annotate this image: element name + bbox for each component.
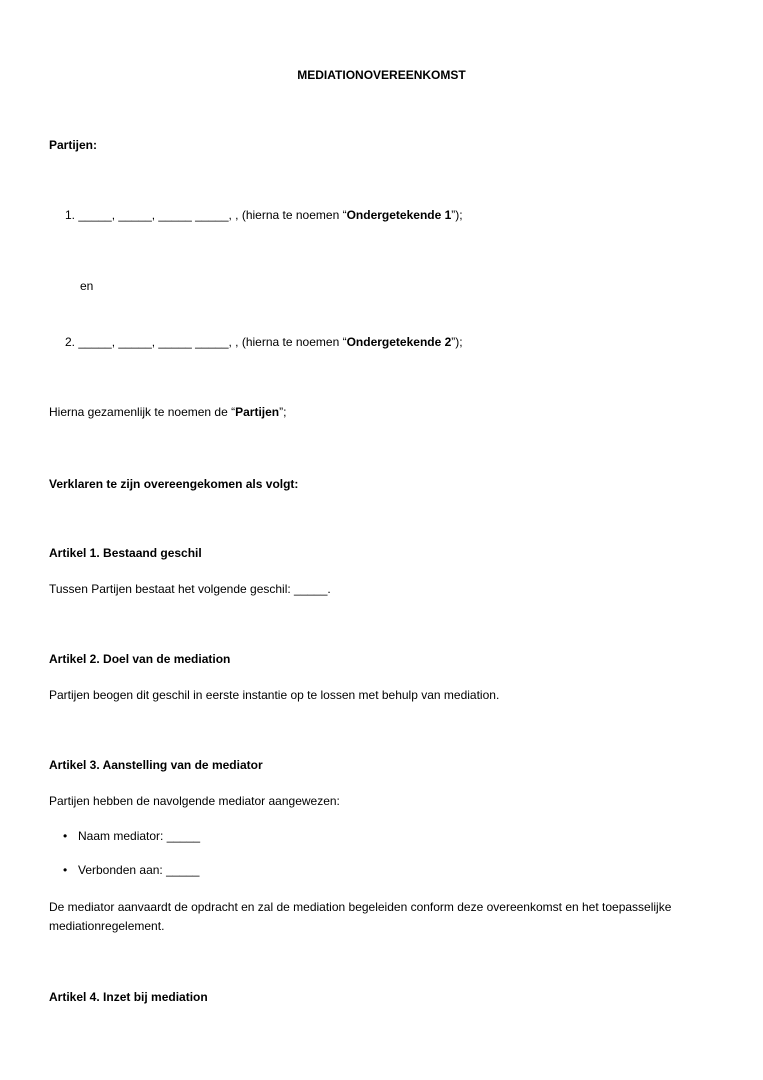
collective-text-after: ”; [279,405,287,419]
party-2-text-after: ”); [451,335,463,349]
article-1-text: Tussen Partijen bestaat het volgende geschil: _____. [49,582,331,596]
collective-label: Partijen [235,405,280,419]
article-3-closing: De mediator aanvaardt de opdracht en zal de mediation begeleiden conform deze overeenkomst en het toepasselijke mediationregelement. [49,900,672,933]
party-1-number: 1. [65,208,76,222]
party-2-number: 2. [65,335,76,349]
article-3-heading: Artikel 3. Aanstelling van de mediator [49,758,263,772]
collective-line [49,404,286,420]
party-2-blanks: _____, _____, _____ _____, , [78,335,239,349]
party-1-line [65,207,463,223]
bullet-text: Naam mediator: _____ [78,829,201,843]
article-1-heading: Artikel 1. Bestaand geschil [49,546,202,560]
list-item [63,862,199,878]
list-item [63,828,200,844]
party-1-label: Ondergetekende 1 [346,208,452,222]
party-2-line [65,334,463,350]
article-4-heading: Artikel 4. Inzet bij mediation [49,990,208,1004]
document-title: MEDIATIONOVEREENKOMST [297,68,466,82]
party-1-text-after: ”); [451,208,463,222]
party-1-blanks: _____, _____, _____ _____, , [78,208,239,222]
party-2-text-before: (hierna te noemen “ [238,335,347,349]
bullet-dot: • [63,863,68,877]
party-2-label: Ondergetekende 2 [346,335,452,349]
bullet-text: Verbonden aan: _____ [78,863,200,877]
and-word: en [80,279,94,293]
article-2-text: Partijen beogen dit geschil in eerste instantie op te lossen met behulp van mediation. [49,688,500,702]
parties-heading: Partijen: [49,138,98,152]
agreed-heading: Verklaren te zijn overeengekomen als volgt: [49,477,299,491]
article-3-intro: Partijen hebben de navolgende mediator aangewezen: [49,794,340,808]
party-1-text-before: (hierna te noemen “ [238,208,347,222]
article-2-heading: Artikel 2. Doel van de mediation [49,652,231,666]
collective-text-before: Hierna gezamenlijk te noemen de “ [49,405,236,419]
bullet-dot: • [63,829,68,843]
